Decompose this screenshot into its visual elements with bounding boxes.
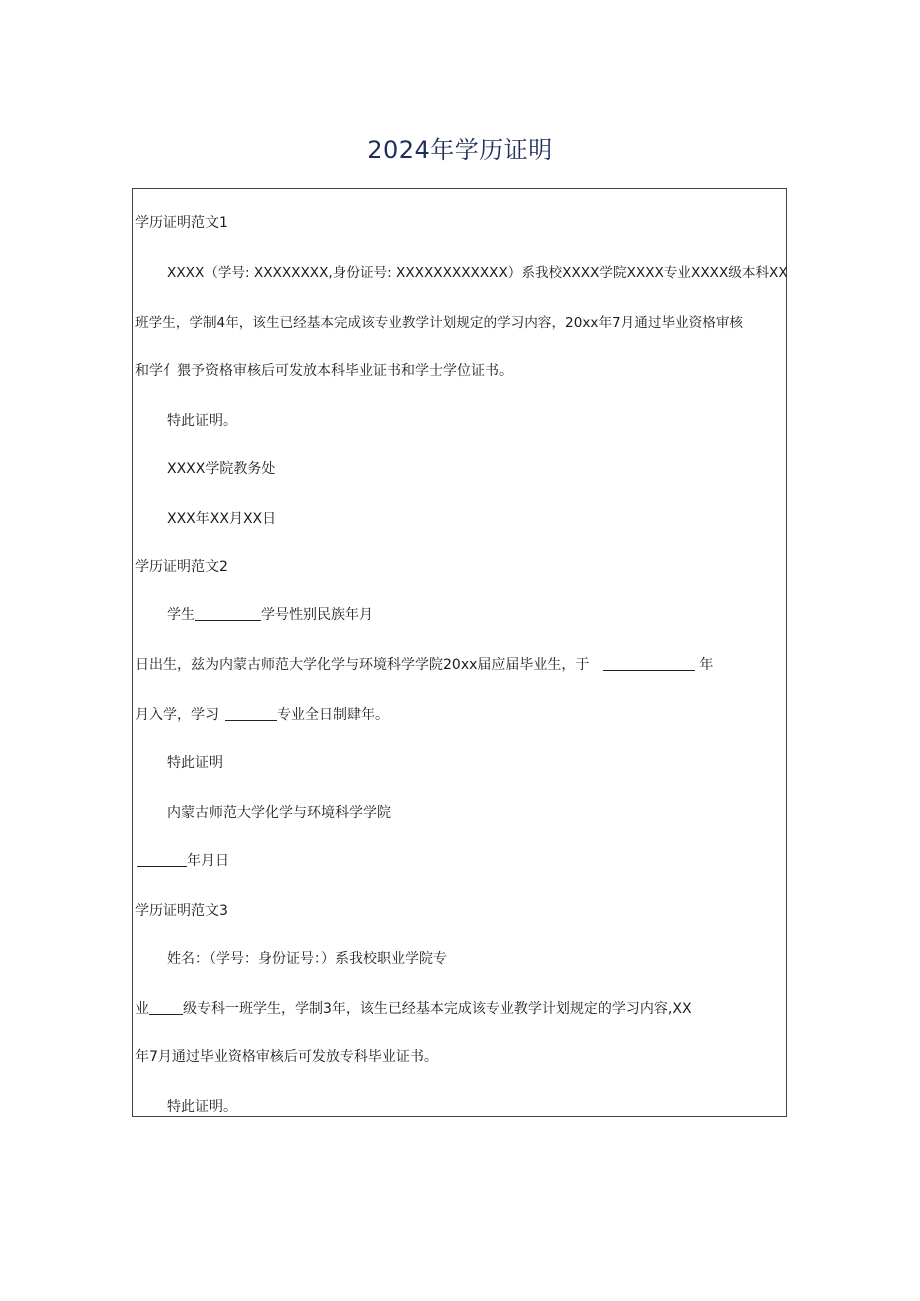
section3-line2-text-b: 级专科一班学生，学制3年，该生已经基本完成该专业教学计划规定的学习内容,XX xyxy=(183,1001,692,1017)
section1-paragraph-line3: 和学亻猥予资格审核后可发放本科毕业证书和学士学位证书。 xyxy=(135,363,513,379)
section2-line1 xyxy=(133,603,788,627)
section2-line3-text-b: 专业全日制肆年。 xyxy=(277,707,389,723)
section2-line2-text-a: 日出生，兹为内蒙古师范大学化学与环境科学学院20xx届应届毕业生，于 xyxy=(135,657,590,673)
section3-line1: 姓名：（学号：身份证号：）系我校职业学院专 xyxy=(167,951,447,967)
section3-line2 xyxy=(133,997,788,1021)
name-blank xyxy=(195,604,261,621)
section1-paragraph-line1: XXXX（学号: XXXXXXXX,身份证号: XXXXXXXXXXXX）系我校XXXX学院XXXX专业XXXX级本科XX xyxy=(167,265,788,281)
section2-line3 xyxy=(133,703,788,727)
section2-date-text: 年月日 xyxy=(187,853,229,869)
major-blank xyxy=(225,704,277,721)
document-title: 2024年学历证明 xyxy=(367,136,553,164)
section3-heading: 学历证明范文3 xyxy=(135,903,228,919)
section1-attest: 特此证明。 xyxy=(167,413,237,429)
section2-heading: 学历证明范文2 xyxy=(135,559,228,575)
section2-line2 xyxy=(133,653,788,677)
section2-issuer: 内蒙古师范大学化学与环境科学学院 xyxy=(167,805,391,821)
section3-line3: 年7月通过毕业资格审核后可发放专科毕业证书。 xyxy=(135,1049,438,1065)
section2-line1-text-b: 学号性别民族年月 xyxy=(261,607,373,623)
grade-blank xyxy=(149,998,183,1015)
section2-attest: 特此证明 xyxy=(167,755,223,771)
year-blank xyxy=(603,654,695,671)
section3-attest: 特此证明。 xyxy=(167,1099,237,1115)
section2-line1-text-a: 学生 xyxy=(167,607,195,623)
section3-line2-text-a: 业 xyxy=(135,1001,149,1017)
section2-line2-text-b: 年 xyxy=(699,657,714,673)
section2-line3-text-a: 月入学，学习 xyxy=(135,707,219,723)
section1-issuer: XXXX学院教务处 xyxy=(167,461,276,477)
date-blank xyxy=(137,850,187,867)
section2-date xyxy=(133,849,788,873)
section1-paragraph-line2: 班学生，学制4年，该生已经基本完成该专业教学计划规定的学习内容，20xx年7月通过毕业资格审核 xyxy=(135,315,744,331)
section1-heading: 学历证明范文1 xyxy=(135,215,228,231)
document-body-frame xyxy=(132,188,787,1117)
section1-date: XXX年XX月XX日 xyxy=(167,511,277,527)
